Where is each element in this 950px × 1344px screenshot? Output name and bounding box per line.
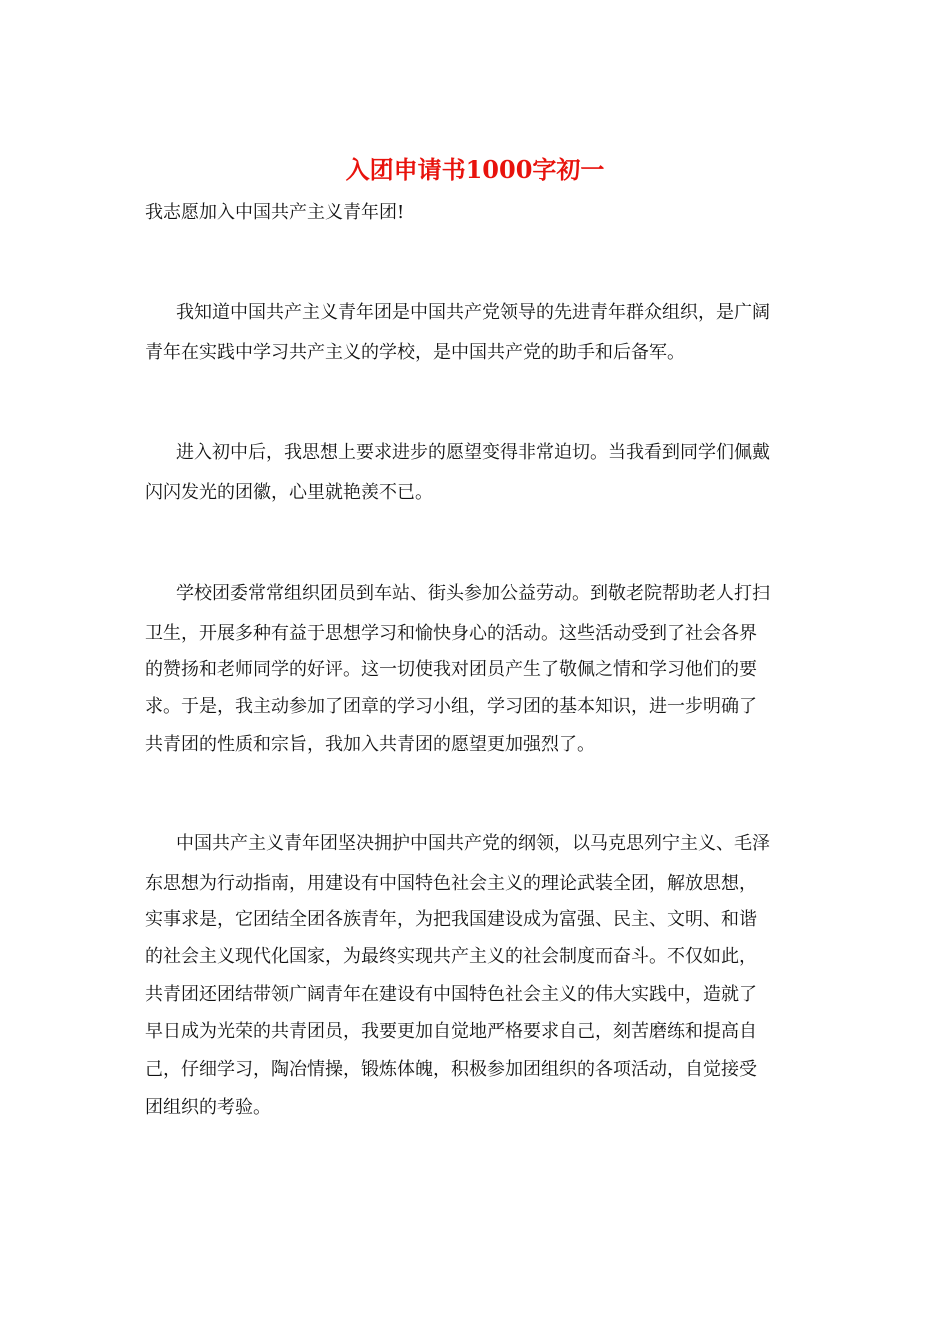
paragraph-line: 早日成为光荣的共青团员，我要更加自觉地严格要求自己，刻苦磨练和提高自 [145,1021,757,1042]
paragraph-line: 团组织的考验。 [145,1097,271,1118]
paragraph-line: 中国共产主义青年团坚决拥护中国共产党的纲领，以马克思列宁主义、毛泽 [176,833,770,854]
paragraph-line: 共青团的性质和宗旨，我加入共青团的愿望更加强烈了。 [145,734,595,755]
paragraph-line: 进入初中后，我思想上要求进步的愿望变得非常迫切。当我看到同学们佩戴 [176,442,770,463]
paragraph-line: 闪闪发光的团徽，心里就艳羡不已。 [145,482,433,503]
paragraph-line: 我知道中国共产主义青年团是中国共产党领导的先进青年群众组织，是广阔 [176,302,770,323]
paragraph-line: 实事求是，它团结全团各族青年，为把我国建设成为富强、民主、文明、和谐 [145,909,757,930]
paragraph-line: 卫生，开展多种有益于思想学习和愉快身心的活动。这些活动受到了社会各界 [145,623,757,644]
paragraph-line: 东思想为行动指南，用建设有中国特色社会主义的理论武装全团，解放思想， [145,873,757,894]
paragraph-line: 学校团委常常组织团员到车站、街头参加公益劳动。到敬老院帮助老人打扫 [176,583,770,604]
paragraph-line: 的社会主义现代化国家，为最终实现共产主义的社会制度而奋斗。不仅如此， [145,946,757,967]
paragraph-line: 共青团还团结带领广阔青年在建设有中国特色社会主义的伟大实践中，造就了 [145,984,757,1005]
paragraph-line: 求。于是，我主动参加了团章的学习小组，学习团的基本知识，进一步明确了 [145,696,757,717]
page-title: 入团申请书1000字初一 [345,155,605,184]
opening-line: 我志愿加入中国共产主义青年团! [145,202,405,223]
paragraph-line: 青年在实践中学习共产主义的学校，是中国共产党的助手和后备军。 [145,342,685,363]
paragraph-line: 己，仔细学习，陶冶情操，锻炼体魄，积极参加团组织的各项活动，自觉接受 [145,1059,757,1080]
paragraph-line: 的赞扬和老师同学的好评。这一切使我对团员产生了敬佩之情和学习他们的要 [145,659,757,680]
